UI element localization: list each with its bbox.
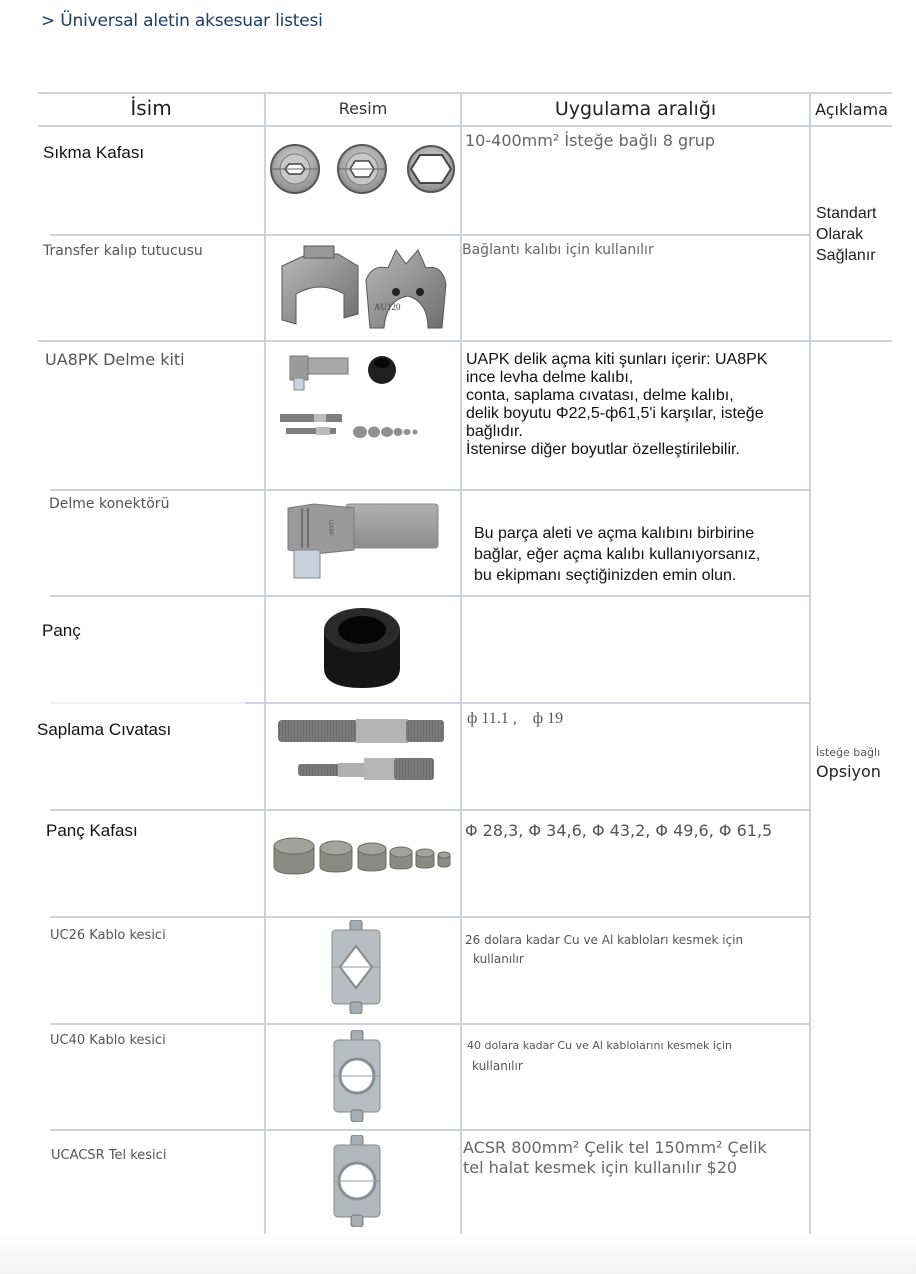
note-standard-line: Standart [816,205,877,222]
die-holder-icon [278,244,450,330]
header-range: Uygulama aralığı [554,98,717,120]
cable-cutter-uc40-icon [332,1030,382,1122]
row-name: Saplama Cıvatası [37,720,172,739]
row-name: UCACSR Tel kesici [51,1148,167,1163]
range-line: Bu parça aleti ve açma kalıbını birbirine [474,525,755,542]
header-image: Resim [338,99,388,118]
range-line: bağlar, eğer açma kalıbı kullanıyorsanız, [474,546,761,563]
crimp-die-set-icon [268,143,458,195]
row-name: Panç [42,621,81,640]
row-name: Panç Kafası [46,821,138,840]
range-line: 26 dolara kadar Cu ve Al kabloları kesmek için [465,933,744,947]
range-line: bağlıdır. [466,423,523,440]
note-optional [816,746,881,781]
punch-icon [320,604,404,690]
range-line: 40 dolara kadar Cu ve Al kablolarını kesmek için [467,1039,732,1052]
note-optional-small: İsteğe bağlı [816,746,881,759]
range-line: kullanılır [472,1059,523,1073]
row-range [474,523,760,586]
row-name: UC26 Kablo kesici [50,928,166,943]
note-standard [816,203,876,266]
note-standard-line: Sağlanır [816,247,876,264]
row-range: 10-400mm² İsteğe bağlı 8 grup [465,131,715,150]
punch-connector-icon [284,500,440,584]
range-line: kullanılır [473,952,524,966]
cable-cutter-uc26-icon [330,920,382,1014]
punch-kit-icon [278,350,428,440]
row-range [465,931,743,969]
range-line: ACSR 800mm² Çelik tel 150mm² Çelik [463,1138,767,1157]
range-line: UAPK delik açma kiti şunları içerir: UA8PK [466,351,768,368]
header-note: Açıklama [815,100,888,119]
page-title: > Üniversal aletin aksesuar listesi [41,11,323,31]
row-range: Bağlantı kalıbı için kullanılır [462,242,654,258]
svg-text:AU120: AU120 [374,302,401,312]
punch-head-set-icon [272,834,454,876]
row-name: UC40 Kablo kesici [50,1033,166,1048]
row-name: Delme konektörü [49,496,170,512]
row-name: Transfer kalıp tutucusu [43,243,203,259]
range-line: conta, saplama cıvatası, delme kalıbı, [466,387,734,404]
range-line: delik boyutu Φ22,5-ф61,5'i karşılar, isteğe [466,405,764,422]
row-range [463,1138,767,1178]
range-line: tel halat kesmek için kullanılır $20 [463,1158,738,1177]
svg-text:UA8P: UA8P [327,520,333,536]
bottom-fade [0,1234,916,1274]
note-standard-line: Olarak [816,226,864,243]
range-line: bu ekipmanı seçtiğinizden emin olun. [474,567,737,584]
range-line: ince levha delme kalıbı, [466,369,634,386]
row-range: ф 11.1 , ф 19 [467,710,564,727]
row-name: UA8PK Delme kiti [45,350,185,369]
wire-cutter-acsr-icon [332,1135,382,1227]
range-line: İstenirse diğer boyutlar özelleştirilebilir. [466,441,740,458]
note-optional-label: Opsiyon [816,762,881,781]
row-name: Sıkma Kafası [43,143,145,162]
row-range [467,1035,732,1077]
header-name: İsim [130,96,172,120]
row-range [466,351,767,459]
stud-bolt-icon [276,716,448,782]
row-range: Φ 28,3, Φ 34,6, Φ 43,2, Φ 49,6, Φ 61,5 [465,821,773,840]
